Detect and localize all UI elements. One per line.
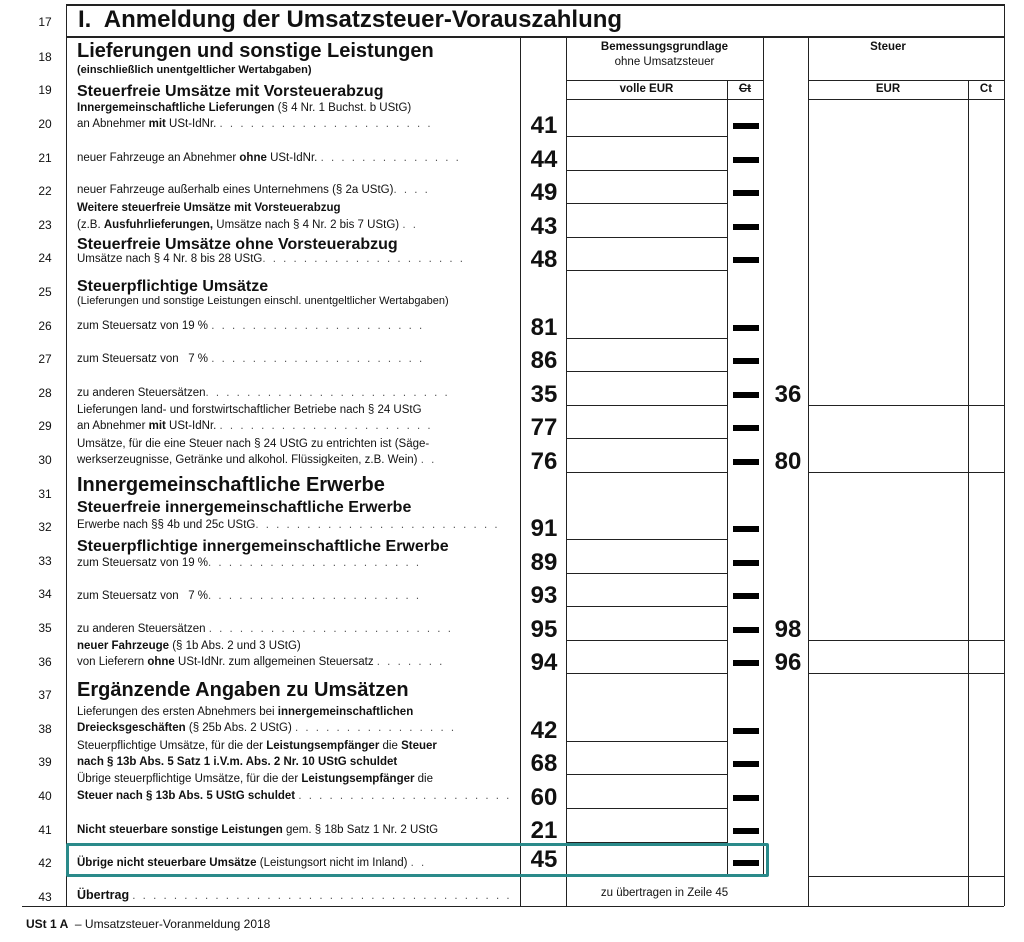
- line-number: 36: [38, 655, 52, 669]
- ct-dash: [733, 526, 759, 532]
- col-divider-ct: [763, 38, 764, 876]
- tax-field-line: [808, 405, 1004, 406]
- text-line-29b: an Abnehmer mit USt-IdNr. . . . . . . . . . . . . . . . . . . . . .: [77, 420, 433, 432]
- field-line: [566, 405, 727, 406]
- line-number: 25: [38, 285, 52, 299]
- header-bemessung: Bemessungsgrundlage: [600, 41, 729, 53]
- header-ohne-ust: ohne Umsatzsteuer: [614, 56, 715, 68]
- tax-input-36[interactable]: [810, 375, 966, 403]
- code-80: 80: [774, 448, 802, 475]
- line-number: 30: [38, 453, 52, 467]
- ct-dash: [733, 123, 759, 129]
- code-89: 89: [530, 549, 558, 576]
- text-line-29a: Lieferungen land- und forstwirtschaftlicher Betriebe nach § 24 UStG: [77, 404, 422, 416]
- line-number: 33: [38, 554, 52, 568]
- heading-ig-steuerpflichtig: Steuerpflichtige innergemeinschaftliche Erwerbe: [77, 538, 449, 555]
- amount-input-41[interactable]: [568, 106, 725, 134]
- heading-ig-erwerbe: Innergemeinschaftliche Erwerbe: [77, 474, 385, 496]
- text-line-22: neuer Fahrzeuge außerhalb eines Unternehmens (§ 2a UStG). . . .: [77, 184, 430, 196]
- ct-dash: [733, 325, 759, 331]
- tax-field-line: [808, 673, 1004, 674]
- text-line-20a: Innergemeinschaftliche Lieferungen (§ 4 Nr. 1 Buchst. b UStG): [77, 102, 412, 114]
- amount-input-68[interactable]: [568, 744, 725, 772]
- text-line-36b: von Lieferern ohne USt-IdNr. zum allgemeinen Steuersatz . . . . . . .: [77, 656, 445, 668]
- code-94: 94: [530, 649, 558, 676]
- code-35: 35: [530, 381, 558, 408]
- section-title: I. Anmeldung der Umsatzsteuer-Vorauszahlung: [78, 6, 623, 33]
- field-line: [566, 808, 727, 809]
- ct-dash: [733, 627, 759, 633]
- ct-dash: [733, 224, 759, 230]
- field-line: [566, 203, 727, 204]
- amount-input-42[interactable]: [568, 711, 725, 739]
- ct-dash: [733, 157, 759, 163]
- code-49: 49: [530, 179, 558, 206]
- amount-input-43[interactable]: [568, 207, 725, 235]
- field-line: [566, 539, 727, 540]
- subheading-wertabgaben: (einschließlich unentgeltlicher Wertabgaben): [77, 64, 312, 76]
- code-21: 21: [530, 817, 558, 844]
- code-42: 42: [530, 717, 558, 744]
- code-68: 68: [530, 750, 558, 777]
- bottom-border: [22, 906, 1004, 907]
- field-line: [566, 741, 727, 742]
- line-number: 41: [38, 823, 52, 837]
- line-number: 22: [38, 184, 52, 198]
- text-line-42: Übrige nicht steuerbare Umsätze (Leistungsort nicht im Inland) . .: [77, 857, 427, 869]
- code-86: 86: [530, 347, 558, 374]
- ct-dash: [733, 660, 759, 666]
- text-line-32: Erwerbe nach §§ 4b und 25c UStG. . . . . . . . . . . . . . . . . . . . . . . .: [77, 519, 500, 531]
- uebertrag-hint: zu übertragen in Zeile 45: [600, 887, 729, 899]
- text-line-27: zum Steuersatz von 7 % . . . . . . . . . . . . . . . . . . . . .: [77, 353, 425, 365]
- line-number: 43: [38, 890, 52, 904]
- heading-ergaenzende: Ergänzende Angaben zu Umsätzen: [77, 679, 409, 701]
- ct-dash: [733, 560, 759, 566]
- tax-field-line: [808, 876, 1004, 877]
- line-number: 34: [38, 587, 52, 601]
- amount-input-49[interactable]: [568, 173, 725, 201]
- code-76: 76: [530, 448, 558, 475]
- line-number: 19: [38, 83, 52, 97]
- line-number: 38: [38, 722, 52, 736]
- text-line-39b: nach § 13b Abs. 5 Satz 1 i.V.m. Abs. 2 Nr. 10 UStG schuldet: [77, 756, 398, 768]
- tax-field-line: [808, 640, 1004, 641]
- tax-field-line: [808, 472, 1004, 473]
- line-number: 20: [38, 117, 52, 131]
- line-number: 40: [38, 789, 52, 803]
- field-line: [566, 237, 727, 238]
- heading-ig-steuerfrei: Steuerfreie innergemeinschaftliche Erwerbe: [77, 499, 412, 516]
- ct-dash: [733, 425, 759, 431]
- code-96: 96: [774, 649, 802, 676]
- code-77: 77: [530, 414, 558, 441]
- amount-input-21[interactable]: [568, 812, 725, 840]
- ct-dash: [733, 795, 759, 801]
- field-line: [566, 371, 727, 372]
- line-number: 31: [38, 487, 52, 501]
- line-number: 39: [38, 755, 52, 769]
- field-line: [566, 640, 727, 641]
- heading-lieferungen: Lieferungen und sonstige Leistungen: [77, 40, 434, 62]
- ct-dash: [733, 358, 759, 364]
- amount-input-89[interactable]: [568, 543, 725, 571]
- text-line-21: neuer Fahrzeuge an Abnehmer ohne USt-IdNr. . . . . . . . . . . . . . .: [77, 152, 461, 164]
- code-91: 91: [530, 515, 558, 542]
- text-line-41: Nicht steuerbare sonstige Leistungen gem. § 18b Satz 1 Nr. 2 UStG: [77, 824, 439, 836]
- amount-input-60[interactable]: [568, 778, 725, 806]
- title-rule: [66, 36, 1004, 38]
- line-number: 21: [38, 151, 52, 165]
- header-volle-eur: volle EUR: [619, 83, 674, 95]
- field-line: [566, 438, 727, 439]
- text-line-36a: neuer Fahrzeuge (§ 1b Abs. 2 und 3 UStG): [77, 640, 301, 652]
- text-line-20b: an Abnehmer mit USt-IdNr. . . . . . . . . . . . . . . . . . . . . .: [77, 118, 433, 130]
- col-divider-tax-ct: [968, 80, 969, 906]
- ct-dash: [733, 190, 759, 196]
- amount-input-35[interactable]: [568, 375, 725, 403]
- code-41: 41: [530, 112, 558, 139]
- amount-input-81[interactable]: [568, 308, 725, 336]
- line-number: 17: [38, 15, 52, 29]
- header-steuer: Steuer: [870, 41, 906, 53]
- header-ct-struck: Ct: [738, 83, 752, 95]
- text-line-25: (Lieferungen und sonstige Leistungen einschl. unentgeltlicher Wertabgaben): [77, 295, 449, 307]
- text-line-40a: Übrige steuerpflichtige Umsätze, für die der Leistungsempfänger die: [77, 773, 434, 785]
- ct-dash: [733, 392, 759, 398]
- amount-input-44[interactable]: [568, 140, 725, 168]
- ct-dash: [733, 593, 759, 599]
- field-line: [566, 270, 727, 271]
- text-line-33: zum Steuersatz von 19 %. . . . . . . . . . . . . . . . . . . . .: [77, 557, 422, 569]
- line-number: 32: [38, 520, 52, 534]
- text-line-23a: Weitere steuerfreie Umsätze mit Vorsteuerabzug: [77, 202, 341, 214]
- col-divider-eur: [727, 80, 728, 876]
- highlight-box-line-42: [66, 843, 769, 877]
- ct-dash: [733, 257, 759, 263]
- tax-input-80[interactable]: [810, 442, 966, 470]
- heading-steuerfrei-ohne: Steuerfreie Umsätze ohne Vorsteuerabzug: [77, 236, 398, 253]
- code-48: 48: [530, 246, 558, 273]
- amount-input-77[interactable]: [568, 408, 725, 436]
- tax-input-96[interactable]: [810, 643, 966, 671]
- code-95: 95: [530, 616, 558, 643]
- code-93: 93: [530, 582, 558, 609]
- code-98: 98: [774, 616, 802, 643]
- text-line-38a: Lieferungen des ersten Abnehmers bei innergemeinschaftlichen: [77, 706, 414, 718]
- ct-dash: [733, 761, 759, 767]
- header-eur: EUR: [875, 83, 901, 95]
- field-line: [566, 338, 727, 339]
- amount-input-86[interactable]: [568, 341, 725, 369]
- field-line: [566, 774, 727, 775]
- field-line: [566, 170, 727, 171]
- field-line: [566, 136, 727, 137]
- code-81: 81: [530, 314, 558, 341]
- amount-input-48[interactable]: [568, 240, 725, 268]
- tax-input-98[interactable]: [810, 610, 966, 638]
- header-rule-right: [808, 80, 1004, 81]
- ct-dash: [733, 828, 759, 834]
- amount-input-91[interactable]: [568, 509, 725, 537]
- text-line-40b: Steuer nach § 13b Abs. 5 UStG schuldet . . . . . . . . . . . . . . . . . . . . .: [77, 790, 512, 802]
- code-60: 60: [530, 784, 558, 811]
- text-line-30b: werkserzeugnisse, Getränke und alkohol. Flüssigkeiten, z.B. Wein) . .: [77, 454, 437, 466]
- field-line: [566, 573, 727, 574]
- text-line-34: zum Steuersatz von 7 %. . . . . . . . . . . . . . . . . . . . .: [77, 590, 422, 602]
- text-line-24: Umsätze nach § 4 Nr. 8 bis 28 UStG. . . . . . . . . . . . . . . . . . . .: [77, 253, 465, 265]
- header-rule-right2: [808, 99, 1004, 100]
- field-line: [566, 606, 727, 607]
- text-line-28: zu anderen Steuersätzen. . . . . . . . . . . . . . . . . . . . . . . .: [77, 387, 450, 399]
- amount-input-95[interactable]: [568, 610, 725, 638]
- field-line: [566, 472, 727, 473]
- line-number: 35: [38, 621, 52, 635]
- amount-input-93[interactable]: [568, 576, 725, 604]
- header-rule-left2: [566, 99, 763, 100]
- text-line-23b: (z.B. Ausfuhrlieferungen, Umsätze nach § 4 Nr. 2 bis 7 UStG) . .: [77, 219, 418, 231]
- line-number: 26: [38, 319, 52, 333]
- col-divider-text: [520, 38, 521, 906]
- text-line-35: zu anderen Steuersätzen . . . . . . . . . . . . . . . . . . . . . . . .: [77, 623, 453, 635]
- field-line: [566, 673, 727, 674]
- ct-dash: [733, 459, 759, 465]
- ct-dash: [733, 728, 759, 734]
- right-border: [1004, 4, 1005, 906]
- code-45: 45: [530, 846, 558, 873]
- code-36: 36: [774, 381, 802, 408]
- line-number: 28: [38, 386, 52, 400]
- text-line-43: Übertrag . . . . . . . . . . . . . . . . . . . . . . . . . . . . . . . . . . . . .: [77, 888, 512, 902]
- heading-steuerpflichtig: Steuerpflichtige Umsätze: [77, 278, 269, 295]
- amount-input-94[interactable]: [568, 643, 725, 671]
- line-number: 37: [38, 688, 52, 702]
- header-rule-left: [566, 80, 763, 81]
- line-number: 27: [38, 352, 52, 366]
- text-line-30a: Umsätze, für die eine Steuer nach § 24 UStG zu entrichten ist (Säge-: [77, 438, 430, 450]
- amount-input-76[interactable]: [568, 442, 725, 470]
- form-footer: USt 1 A – Umsatzsteuer-Voranmeldung 2018: [26, 917, 271, 931]
- header-ct: Ct: [979, 83, 993, 95]
- line-number: 24: [38, 251, 52, 265]
- code-43: 43: [530, 213, 558, 240]
- text-line-39a: Steuerpflichtige Umsätze, für die der Leistungsempfänger die Steuer: [77, 740, 437, 752]
- line-number: 42: [38, 856, 52, 870]
- line-number: 18: [38, 50, 52, 64]
- text-line-38b: Dreiecksgeschäften (§ 25b Abs. 2 UStG) . . . . . . . . . . . . . . . .: [77, 722, 457, 734]
- left-border: [66, 4, 67, 906]
- line-number: 29: [38, 419, 52, 433]
- line-number: 23: [38, 218, 52, 232]
- text-line-26: zum Steuersatz von 19 % . . . . . . . . . . . . . . . . . . . . .: [77, 320, 425, 332]
- heading-steuerfrei-mit: Steuerfreie Umsätze mit Vorsteuerabzug: [77, 83, 384, 100]
- code-44: 44: [530, 146, 558, 173]
